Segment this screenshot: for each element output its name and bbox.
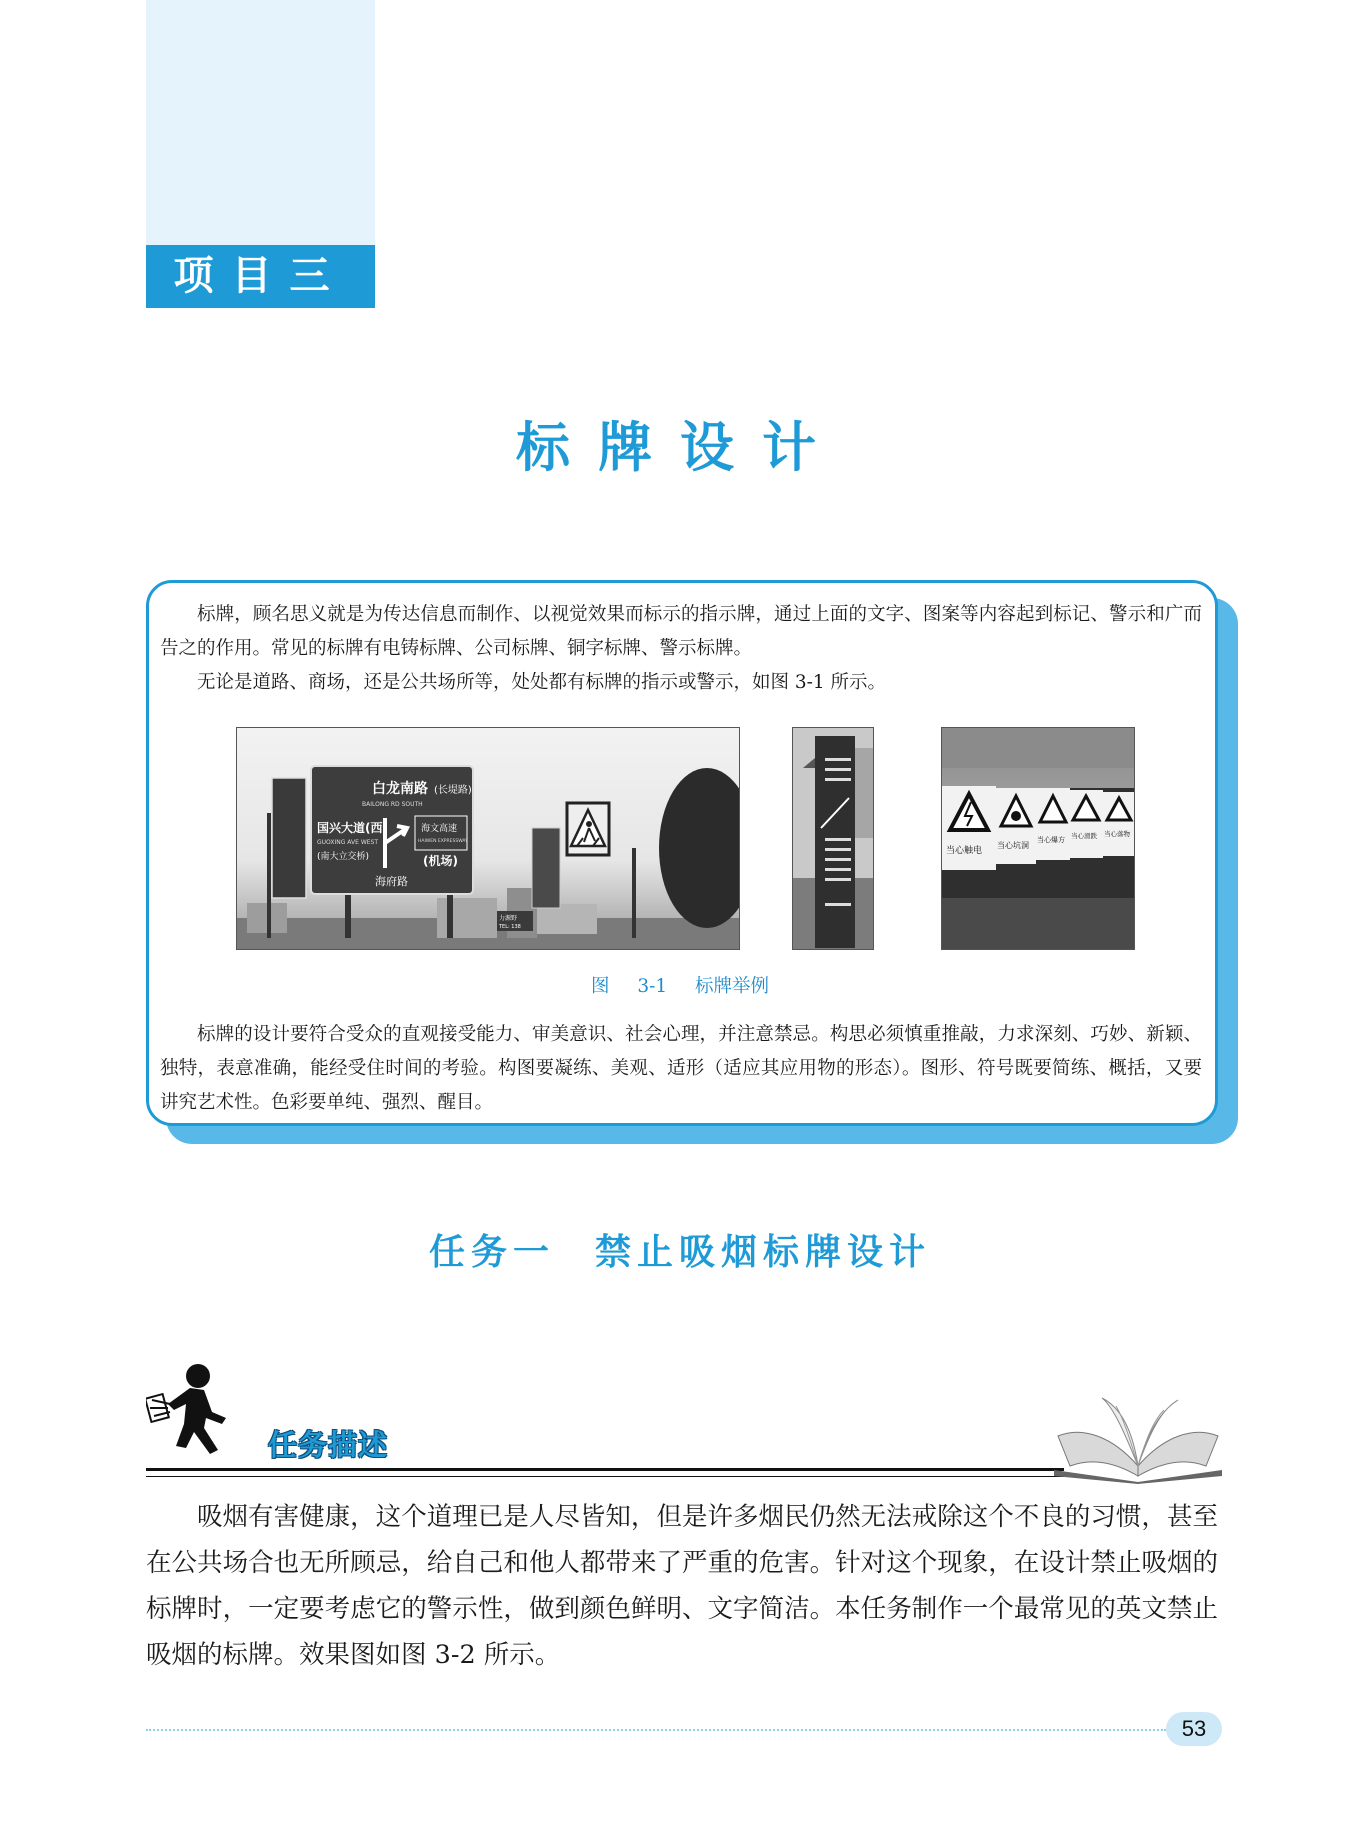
sign-haiwen: 海文高速 [421, 824, 458, 834]
task-title: 禁止吸烟标牌设计 [595, 1232, 932, 1273]
sign-haiwen-en: HAIWEN EXPRESSWAY [418, 839, 468, 844]
sign-haifu: 海府路 [375, 875, 408, 888]
task-description: 吸烟有害健康，这个道理已是人尽皆知，但是许多烟民仍然无法戒除这个不良的习惯，甚至在公共场合也无所顾忌，给自己和他人都带来了严重的危害。针对这个现象，在设计禁止吸烟的标牌时，一定要考虑它的警示性，做到颜色鲜明、文字简洁。本任务制作一个最常见的英文禁止吸烟的标牌。效果图如图 3-2 所示。 [146, 1502, 1218, 1670]
task-heading [0, 1224, 1360, 1275]
warn-slip: 当心滑跌 [1071, 832, 1097, 840]
sign-guoxing-sub: (南大立交桥) [317, 852, 370, 862]
sign-airport: (机场) [423, 854, 458, 868]
road-signs-illustration [237, 728, 740, 950]
top-color-band [146, 0, 375, 245]
warn-falling: 当心落物 [1104, 830, 1130, 838]
road-signs-photo [236, 727, 740, 950]
section-rule-thick [146, 1468, 1064, 1471]
page-number: 53 [1166, 1712, 1222, 1746]
figure-caption: 图 3-1 标牌举例 [590, 976, 770, 997]
warning-signs-photo [941, 727, 1135, 950]
pillar-sign-illustration [793, 728, 874, 950]
section-label-task-description: 任务描述 [268, 1428, 389, 1462]
sign-liyuan: 力源野 [499, 915, 518, 922]
section-rule-thin [146, 1476, 1064, 1477]
warning-signs-illustration [942, 728, 1135, 950]
intro-paragraph-1: 标牌，顾名思义就是为传达信息而制作、以视觉效果而标示的指示牌，通过上面的文字、图案等内容起到标记、警示和广而告之的作用。常见的标牌有电铸标牌、公司标牌、铜字标牌、警示标牌。 [160, 604, 1202, 659]
intro-paragraph-2: 无论是道路、商场，还是公共场所等，处处都有标牌的指示或警示，如图 3-1 所示。 [197, 672, 887, 693]
warn-pit: 当心坑洞 [997, 841, 1029, 850]
intro-paragraph-3: 标牌的设计要符合受众的直观接受能力、审美意识、社会心理，并注意禁忌。构思必须慎重推敲，力求深刻、巧妙、新颖、独特，表意准确，能经受住时间的考验。构图要凝练、美观、适形（适应其应用物的形态）。图形、符号既要简练、概括，又要讲究艺术性。色彩要单纯、强烈、醒目。 [160, 1024, 1202, 1113]
sign-bailong: 白龙南路 [372, 781, 428, 797]
sign-guoxing: 国兴大道(西) [317, 821, 388, 835]
sign-bailong-note: (长堤路) [434, 785, 472, 796]
project-label: 项目三 [146, 245, 375, 308]
sign-guoxing-pinyin: GUOXING AVE WEST [317, 839, 379, 846]
pillar-sign-photo [792, 727, 874, 950]
warn-blast: 当心爆方 [1037, 836, 1065, 844]
open-book-icon [1052, 1396, 1224, 1484]
sign-liyuan-tel: TEL: 138 [499, 924, 521, 930]
task-number: 任务一 [428, 1232, 555, 1273]
sign-bailong-pinyin: BAILONG RD SOUTH [362, 801, 423, 808]
warn-electric: 当心触电 [946, 846, 983, 856]
page-title: 标牌设计 [516, 416, 844, 479]
footer-dotted-line [146, 1729, 1166, 1731]
running-figure-icon [146, 1362, 236, 1458]
